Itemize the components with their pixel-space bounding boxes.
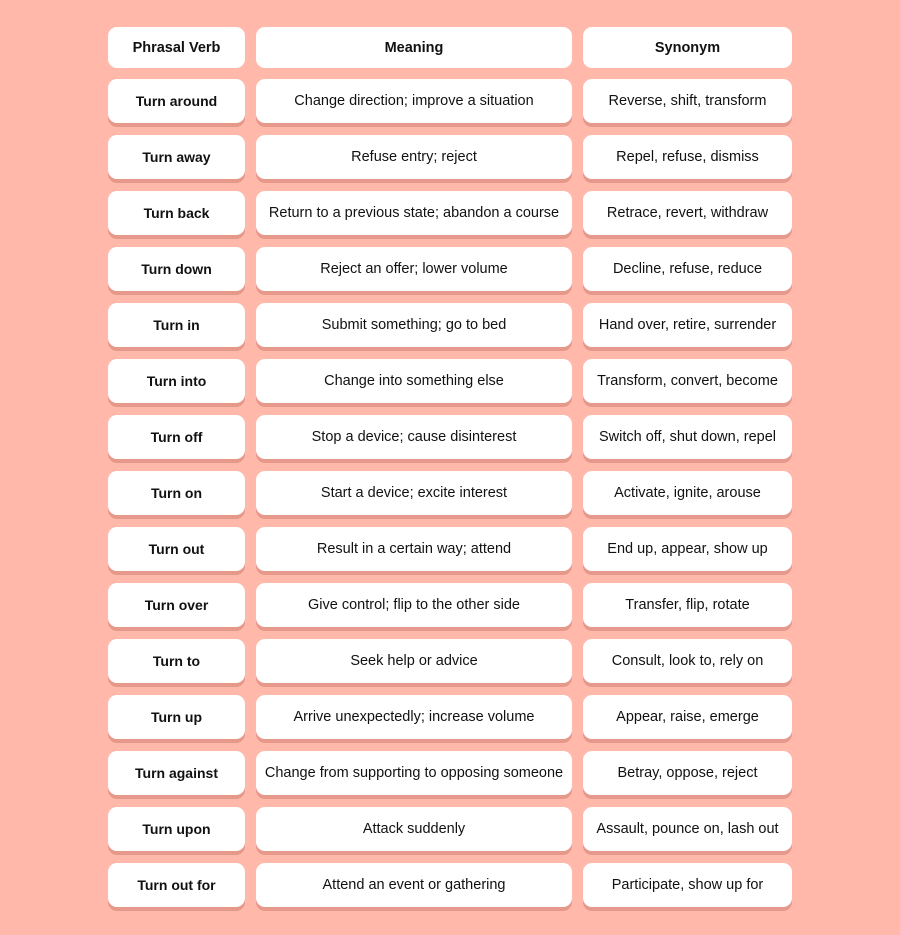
table-row [108, 695, 792, 739]
meaning-cell: Change from supporting to opposing someone [256, 751, 572, 795]
meaning-cell: Submit something; go to bed [256, 303, 572, 347]
verb-cell: Turn down [108, 247, 245, 291]
verb-cell: Turn into [108, 359, 245, 403]
verb-cell: Turn over [108, 583, 245, 627]
verb-cell: Turn against [108, 751, 245, 795]
synonym-cell: Transfer, flip, rotate [583, 583, 792, 627]
meaning-cell: Refuse entry; reject [256, 135, 572, 179]
meaning-cell: Result in a certain way; attend [256, 527, 572, 571]
verb-cell: Turn on [108, 471, 245, 515]
meaning-cell: Change direction; improve a situation [256, 79, 572, 123]
table-header-row [108, 27, 792, 68]
meaning-cell: Arrive unexpectedly; increase volume [256, 695, 572, 739]
table-row [108, 527, 792, 571]
table-body [108, 79, 792, 907]
table-row [108, 247, 792, 291]
table-row [108, 863, 792, 907]
synonym-cell: End up, appear, show up [583, 527, 792, 571]
table-row [108, 79, 792, 123]
table-row [108, 807, 792, 851]
verb-cell: Turn around [108, 79, 245, 123]
synonym-cell: Betray, oppose, reject [583, 751, 792, 795]
table-row [108, 415, 792, 459]
meaning-cell: Start a device; excite interest [256, 471, 572, 515]
synonym-cell: Assault, pounce on, lash out [583, 807, 792, 851]
verb-cell: Turn to [108, 639, 245, 683]
meaning-cell: Attend an event or gathering [256, 863, 572, 907]
table-row [108, 583, 792, 627]
meaning-cell: Seek help or advice [256, 639, 572, 683]
verb-cell: Turn away [108, 135, 245, 179]
verb-cell: Turn upon [108, 807, 245, 851]
verb-cell: Turn out for [108, 863, 245, 907]
synonym-cell: Transform, convert, become [583, 359, 792, 403]
synonym-cell: Consult, look to, rely on [583, 639, 792, 683]
meaning-cell: Reject an offer; lower volume [256, 247, 572, 291]
phrasal-verb-table [108, 27, 792, 919]
table-row [108, 303, 792, 347]
meaning-cell: Return to a previous state; abandon a course [256, 191, 572, 235]
synonym-cell: Retrace, revert, withdraw [583, 191, 792, 235]
header-phrasal-verb: Phrasal Verb [108, 27, 245, 68]
meaning-cell: Change into something else [256, 359, 572, 403]
table-row [108, 359, 792, 403]
synonym-cell: Hand over, retire, surrender [583, 303, 792, 347]
header-synonym: Synonym [583, 27, 792, 68]
verb-cell: Turn out [108, 527, 245, 571]
verb-cell: Turn up [108, 695, 245, 739]
synonym-cell: Activate, ignite, arouse [583, 471, 792, 515]
synonym-cell: Reverse, shift, transform [583, 79, 792, 123]
verb-cell: Turn off [108, 415, 245, 459]
meaning-cell: Stop a device; cause disinterest [256, 415, 572, 459]
synonym-cell: Switch off, shut down, repel [583, 415, 792, 459]
verb-cell: Turn in [108, 303, 245, 347]
synonym-cell: Decline, refuse, reduce [583, 247, 792, 291]
table-row [108, 639, 792, 683]
table-row [108, 471, 792, 515]
synonym-cell: Participate, show up for [583, 863, 792, 907]
synonym-cell: Appear, raise, emerge [583, 695, 792, 739]
meaning-cell: Give control; flip to the other side [256, 583, 572, 627]
meaning-cell: Attack suddenly [256, 807, 572, 851]
table-row [108, 191, 792, 235]
synonym-cell: Repel, refuse, dismiss [583, 135, 792, 179]
verb-cell: Turn back [108, 191, 245, 235]
table-row [108, 135, 792, 179]
header-meaning: Meaning [256, 27, 572, 68]
table-row [108, 751, 792, 795]
